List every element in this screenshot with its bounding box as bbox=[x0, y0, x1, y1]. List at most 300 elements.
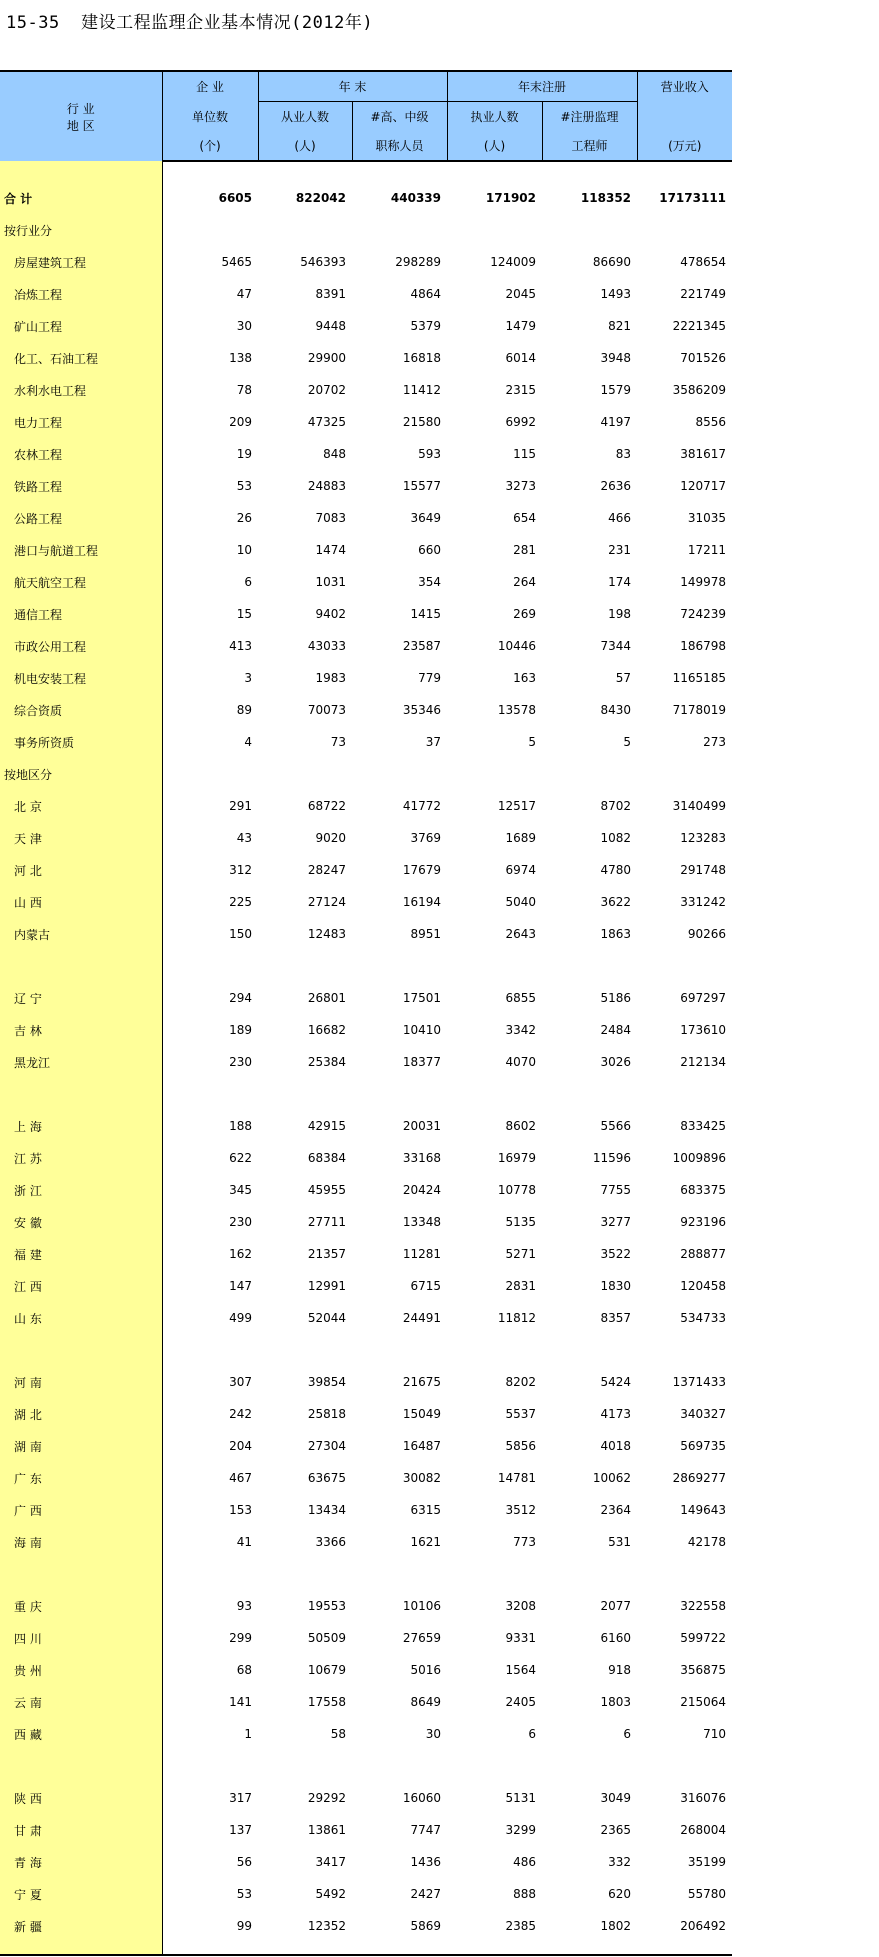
value-cell: 6 bbox=[623, 1727, 632, 1741]
header-senior-staff-l1: #高、中级 bbox=[352, 102, 447, 132]
row-label: 新 疆 bbox=[0, 1910, 162, 1942]
value-cell: 291 bbox=[229, 799, 252, 813]
row-label: 四 川 bbox=[0, 1622, 162, 1654]
table-row bbox=[0, 1878, 732, 1910]
value-cell: 569735 bbox=[680, 1439, 727, 1453]
value-cell: 19553 bbox=[307, 1599, 346, 1613]
value-cell bbox=[162, 1750, 258, 1782]
value-cell: 10778 bbox=[497, 1183, 537, 1197]
row-label: 山 东 bbox=[0, 1302, 162, 1334]
value-cell bbox=[637, 1750, 732, 1782]
value-cell: 3512 bbox=[505, 1503, 537, 1517]
table-row bbox=[0, 1238, 732, 1270]
value-cell: 10446 bbox=[497, 639, 537, 653]
value-cell: 149978 bbox=[680, 575, 727, 589]
value-cell: 8430 bbox=[600, 703, 632, 717]
value-cell: 41772 bbox=[402, 799, 442, 813]
value-cell: 221749 bbox=[680, 287, 727, 301]
row-label: 内蒙古 bbox=[0, 918, 162, 950]
value-cell: 25818 bbox=[307, 1407, 346, 1421]
table-row bbox=[0, 1366, 732, 1398]
value-cell bbox=[258, 1334, 352, 1366]
table-row bbox=[0, 246, 732, 278]
header-employees-l1: 从业人数 bbox=[258, 102, 352, 132]
value-cell: 7178019 bbox=[672, 703, 727, 717]
value-cell: 16194 bbox=[402, 895, 442, 909]
value-cell: 340327 bbox=[680, 1407, 727, 1421]
value-cell: 43 bbox=[236, 831, 252, 845]
value-cell: 12517 bbox=[497, 799, 537, 813]
table-body bbox=[0, 161, 732, 1955]
value-cell: 2221345 bbox=[672, 319, 727, 333]
value-cell bbox=[352, 1078, 447, 1110]
value-cell: 29900 bbox=[307, 351, 346, 365]
header-revenue-unit: (万元) bbox=[637, 131, 732, 161]
value-cell: 299 bbox=[229, 1631, 252, 1645]
value-cell: 8202 bbox=[505, 1375, 537, 1389]
value-cell: 546393 bbox=[300, 255, 346, 269]
table-row bbox=[0, 1398, 732, 1430]
value-cell: 16060 bbox=[402, 1791, 442, 1805]
value-cell: 1031 bbox=[315, 575, 346, 589]
value-cell: 345 bbox=[229, 1183, 252, 1197]
value-cell: 710 bbox=[703, 1727, 727, 1741]
value-cell: 281 bbox=[513, 543, 537, 557]
value-cell: 833425 bbox=[680, 1119, 727, 1133]
value-cell bbox=[352, 1750, 447, 1782]
value-cell: 10410 bbox=[402, 1023, 442, 1037]
value-cell: 9331 bbox=[505, 1631, 537, 1645]
table-row bbox=[0, 1622, 732, 1654]
value-cell: 2045 bbox=[505, 287, 537, 301]
value-cell: 212134 bbox=[680, 1055, 727, 1069]
row-label: 房屋建筑工程 bbox=[0, 246, 162, 278]
value-cell: 2364 bbox=[600, 1503, 632, 1517]
value-cell: 30 bbox=[425, 1727, 442, 1741]
value-cell: 3299 bbox=[505, 1823, 537, 1837]
empty-cell bbox=[542, 161, 637, 182]
value-cell: 206492 bbox=[680, 1919, 727, 1933]
value-cell: 620 bbox=[608, 1887, 632, 1901]
value-cell: 16682 bbox=[307, 1023, 346, 1037]
value-cell: 4173 bbox=[600, 1407, 632, 1421]
empty-cell bbox=[258, 1942, 352, 1955]
value-cell: 1436 bbox=[410, 1855, 442, 1869]
table-row bbox=[0, 1782, 732, 1814]
row-label: 通信工程 bbox=[0, 598, 162, 630]
row-label: 航天航空工程 bbox=[0, 566, 162, 598]
blank-row bbox=[0, 1334, 732, 1366]
table-row bbox=[0, 1174, 732, 1206]
table-row bbox=[0, 406, 732, 438]
table-row bbox=[0, 1910, 732, 1942]
value-cell: 20702 bbox=[307, 383, 346, 397]
value-cell: 30082 bbox=[402, 1471, 442, 1485]
table-row bbox=[0, 1302, 732, 1334]
value-cell: 11412 bbox=[402, 383, 442, 397]
value-cell: 1082 bbox=[600, 831, 632, 845]
value-cell bbox=[542, 1078, 637, 1110]
value-cell: 918 bbox=[608, 1663, 632, 1677]
value-cell: 3586209 bbox=[672, 383, 727, 397]
value-cell: 288877 bbox=[680, 1247, 727, 1261]
header-revenue-blank bbox=[637, 102, 732, 132]
row-label: 广 东 bbox=[0, 1462, 162, 1494]
value-cell: 8391 bbox=[315, 287, 346, 301]
value-cell: 215064 bbox=[680, 1695, 727, 1709]
empty-cell bbox=[352, 161, 447, 182]
row-label: 广 西 bbox=[0, 1494, 162, 1526]
value-cell: 150 bbox=[229, 927, 252, 941]
row-label: 福 建 bbox=[0, 1238, 162, 1270]
row-label: 合 计 bbox=[0, 182, 162, 214]
value-cell: 26801 bbox=[307, 991, 346, 1005]
stub-cell bbox=[0, 161, 162, 182]
value-cell: 1830 bbox=[600, 1279, 632, 1293]
row-label: 化工、石油工程 bbox=[0, 342, 162, 374]
row-label: 安 徽 bbox=[0, 1206, 162, 1238]
value-cell: 18377 bbox=[402, 1055, 442, 1069]
row-label: 公路工程 bbox=[0, 502, 162, 534]
value-cell: 7747 bbox=[410, 1823, 442, 1837]
table-title: 15-35 建设工程监理企业基本情况(2012年) bbox=[6, 13, 374, 33]
value-cell: 41 bbox=[236, 1535, 252, 1549]
value-cell bbox=[542, 1750, 637, 1782]
value-cell: 3026 bbox=[600, 1055, 632, 1069]
empty-cell bbox=[352, 1942, 447, 1955]
stub-cell bbox=[0, 1942, 162, 1955]
value-cell: 9020 bbox=[315, 831, 346, 845]
value-cell: 6974 bbox=[505, 863, 537, 877]
value-cell: 10679 bbox=[307, 1663, 346, 1677]
value-cell: 466 bbox=[608, 511, 632, 525]
value-cell: 1415 bbox=[410, 607, 442, 621]
value-cell: 31035 bbox=[687, 511, 727, 525]
empty-cell bbox=[447, 1942, 542, 1955]
value-cell: 26 bbox=[236, 511, 252, 525]
value-cell: 3948 bbox=[600, 351, 632, 365]
stub-header-region: 地 区 bbox=[66, 118, 95, 133]
value-cell: 354 bbox=[418, 575, 442, 589]
row-label: 山 西 bbox=[0, 886, 162, 918]
value-cell: 1579 bbox=[600, 383, 632, 397]
value-cell: 1863 bbox=[600, 927, 632, 941]
value-cell bbox=[447, 1334, 542, 1366]
row-label: 电力工程 bbox=[0, 406, 162, 438]
value-cell: 268004 bbox=[680, 1823, 727, 1837]
table-row bbox=[0, 1046, 732, 1078]
value-cell: 2405 bbox=[505, 1695, 537, 1709]
value-cell: 8357 bbox=[600, 1311, 632, 1325]
table-row bbox=[0, 1590, 732, 1622]
value-cell: 6715 bbox=[410, 1279, 442, 1293]
value-cell: 5016 bbox=[410, 1663, 442, 1677]
value-cell bbox=[258, 950, 352, 982]
value-cell: 3522 bbox=[600, 1247, 632, 1261]
table-row bbox=[0, 662, 732, 694]
value-cell: 188 bbox=[229, 1119, 252, 1133]
header-revenue-l1: 营业收入 bbox=[637, 71, 732, 102]
table-row bbox=[0, 918, 732, 950]
row-label: 陕 西 bbox=[0, 1782, 162, 1814]
value-cell: 499 bbox=[229, 1311, 252, 1325]
value-cell: 15577 bbox=[402, 479, 442, 493]
value-cell: 1564 bbox=[505, 1663, 537, 1677]
empty-cell bbox=[162, 1942, 258, 1955]
empty-cell bbox=[542, 1942, 637, 1955]
value-cell: 4018 bbox=[600, 1439, 632, 1453]
row-label: 海 南 bbox=[0, 1526, 162, 1558]
value-cell bbox=[352, 1334, 447, 1366]
value-cell: 5379 bbox=[410, 319, 442, 333]
table-row bbox=[0, 1846, 732, 1878]
value-cell: 307 bbox=[229, 1375, 252, 1389]
value-cell: 27124 bbox=[307, 895, 346, 909]
value-cell: 189 bbox=[229, 1023, 252, 1037]
row-label: 河 南 bbox=[0, 1366, 162, 1398]
value-cell: 821 bbox=[608, 319, 632, 333]
value-cell: 298289 bbox=[395, 255, 442, 269]
value-cell: 6855 bbox=[505, 991, 537, 1005]
value-cell: 4780 bbox=[600, 863, 632, 877]
blank-row bbox=[0, 1558, 732, 1590]
value-cell: 162 bbox=[229, 1247, 252, 1261]
table-row bbox=[0, 1014, 732, 1046]
value-cell bbox=[352, 758, 447, 790]
table-row bbox=[0, 1494, 732, 1526]
statistics-table-container bbox=[0, 70, 732, 1956]
table-row bbox=[0, 566, 732, 598]
value-cell: 3049 bbox=[600, 1791, 632, 1805]
value-cell: 9448 bbox=[315, 319, 346, 333]
spacer-row bbox=[0, 1942, 732, 1955]
value-cell bbox=[162, 758, 258, 790]
table-row bbox=[0, 1462, 732, 1494]
value-cell: 888 bbox=[513, 1887, 537, 1901]
value-cell: 2484 bbox=[600, 1023, 632, 1037]
value-cell bbox=[637, 214, 732, 246]
header-supervisors-l1: #注册监理 bbox=[542, 102, 637, 132]
value-cell: 4864 bbox=[410, 287, 442, 301]
value-cell: 6605 bbox=[218, 191, 252, 205]
value-cell: 5 bbox=[623, 735, 632, 749]
header-enterprise-l2: 单位数 bbox=[162, 102, 258, 132]
value-cell: 16818 bbox=[402, 351, 442, 365]
value-cell: 3366 bbox=[315, 1535, 346, 1549]
value-cell: 15049 bbox=[402, 1407, 442, 1421]
table-row bbox=[0, 854, 732, 886]
value-cell: 68722 bbox=[307, 799, 346, 813]
value-cell: 3649 bbox=[410, 511, 442, 525]
table-row bbox=[0, 502, 732, 534]
value-cell bbox=[447, 758, 542, 790]
header-senior-staff-l2: 职称人员 bbox=[352, 131, 447, 161]
value-cell: 5537 bbox=[505, 1407, 537, 1421]
value-cell: 58 bbox=[330, 1727, 346, 1741]
value-cell: 53 bbox=[236, 479, 252, 493]
value-cell: 55780 bbox=[687, 1887, 727, 1901]
table-row bbox=[0, 1142, 732, 1174]
table-row bbox=[0, 694, 732, 726]
table-row bbox=[0, 886, 732, 918]
table-row bbox=[0, 630, 732, 662]
table-row bbox=[0, 1526, 732, 1558]
value-cell: 83 bbox=[615, 447, 632, 461]
value-cell: 1983 bbox=[315, 671, 346, 685]
value-cell: 21580 bbox=[402, 415, 442, 429]
value-cell: 622 bbox=[229, 1151, 252, 1165]
value-cell: 78 bbox=[236, 383, 252, 397]
value-cell: 331242 bbox=[680, 895, 727, 909]
value-cell: 697297 bbox=[680, 991, 727, 1005]
value-cell bbox=[258, 1078, 352, 1110]
value-cell: 70073 bbox=[307, 703, 346, 717]
table-header bbox=[0, 71, 732, 161]
value-cell: 6160 bbox=[600, 1631, 632, 1645]
value-cell: 17501 bbox=[402, 991, 442, 1005]
row-label: 宁 夏 bbox=[0, 1878, 162, 1910]
table-row bbox=[0, 470, 732, 502]
value-cell: 63675 bbox=[307, 1471, 346, 1485]
value-cell: 57 bbox=[615, 671, 632, 685]
value-cell: 13861 bbox=[307, 1823, 346, 1837]
value-cell: 5186 bbox=[600, 991, 632, 1005]
value-cell: 231 bbox=[608, 543, 632, 557]
table-row bbox=[0, 982, 732, 1014]
value-cell: 198 bbox=[608, 607, 632, 621]
value-cell: 779 bbox=[418, 671, 442, 685]
table-row bbox=[0, 1686, 732, 1718]
value-cell: 773 bbox=[513, 1535, 537, 1549]
value-cell: 724239 bbox=[680, 607, 727, 621]
value-cell: 1803 bbox=[600, 1695, 632, 1709]
value-cell: 3277 bbox=[600, 1215, 632, 1229]
value-cell: 1474 bbox=[315, 543, 346, 557]
row-label: 辽 宁 bbox=[0, 982, 162, 1014]
value-cell: 5566 bbox=[600, 1119, 632, 1133]
value-cell: 2831 bbox=[505, 1279, 537, 1293]
value-cell bbox=[162, 1078, 258, 1110]
row-label: 湖 北 bbox=[0, 1398, 162, 1430]
value-cell: 120717 bbox=[680, 479, 727, 493]
header-group-year-end: 年 末 bbox=[258, 71, 447, 102]
row-label: 吉 林 bbox=[0, 1014, 162, 1046]
value-cell: 4 bbox=[244, 735, 252, 749]
value-cell: 660 bbox=[418, 543, 442, 557]
value-cell bbox=[637, 950, 732, 982]
value-cell: 47 bbox=[236, 287, 252, 301]
value-cell: 137 bbox=[229, 1823, 252, 1837]
value-cell: 5 bbox=[528, 735, 537, 749]
value-cell: 153 bbox=[229, 1503, 252, 1517]
value-cell: 3342 bbox=[505, 1023, 537, 1037]
value-cell: 1371433 bbox=[672, 1375, 727, 1389]
table-row bbox=[0, 1814, 732, 1846]
value-cell: 147 bbox=[229, 1279, 252, 1293]
empty-cell bbox=[162, 161, 258, 182]
row-label: 浙 江 bbox=[0, 1174, 162, 1206]
value-cell: 10 bbox=[236, 543, 252, 557]
value-cell: 230 bbox=[229, 1215, 252, 1229]
value-cell: 17173111 bbox=[659, 191, 727, 205]
value-cell: 124009 bbox=[490, 255, 537, 269]
row-label: 云 南 bbox=[0, 1686, 162, 1718]
value-cell: 467 bbox=[229, 1471, 252, 1485]
value-cell: 12483 bbox=[307, 927, 346, 941]
value-cell: 5492 bbox=[315, 1887, 346, 1901]
statistics-table bbox=[0, 70, 732, 1956]
table-row bbox=[0, 726, 732, 758]
value-cell: 50509 bbox=[307, 1631, 346, 1645]
value-cell: 2315 bbox=[505, 383, 537, 397]
section-row bbox=[0, 214, 732, 246]
value-cell: 264 bbox=[513, 575, 537, 589]
value-cell: 123283 bbox=[680, 831, 727, 845]
value-cell: 52044 bbox=[307, 1311, 346, 1325]
value-cell: 86690 bbox=[592, 255, 632, 269]
empty-cell bbox=[637, 1942, 732, 1955]
table-row bbox=[0, 1206, 732, 1238]
table-row bbox=[0, 342, 732, 374]
row-label: 天 津 bbox=[0, 822, 162, 854]
value-cell: 174 bbox=[608, 575, 632, 589]
value-cell: 27659 bbox=[402, 1631, 442, 1645]
value-cell: 209 bbox=[229, 415, 252, 429]
value-cell: 291748 bbox=[680, 863, 727, 877]
value-cell: 381617 bbox=[680, 447, 727, 461]
value-cell: 93 bbox=[236, 1599, 252, 1613]
value-cell bbox=[258, 1750, 352, 1782]
value-cell: 848 bbox=[323, 447, 346, 461]
value-cell: 1689 bbox=[505, 831, 537, 845]
value-cell: 4070 bbox=[505, 1055, 537, 1069]
value-cell: 822042 bbox=[295, 191, 346, 205]
value-cell: 37 bbox=[425, 735, 442, 749]
value-cell: 17679 bbox=[402, 863, 442, 877]
value-cell: 3273 bbox=[505, 479, 537, 493]
value-cell: 923196 bbox=[680, 1215, 727, 1229]
table-row bbox=[0, 1430, 732, 1462]
value-cell bbox=[542, 950, 637, 982]
row-label: 综合资质 bbox=[0, 694, 162, 726]
value-cell: 1009896 bbox=[672, 1151, 727, 1165]
value-cell: 19 bbox=[236, 447, 252, 461]
table-row bbox=[0, 598, 732, 630]
value-cell: 25384 bbox=[307, 1055, 346, 1069]
blank-row bbox=[0, 950, 732, 982]
value-cell: 2636 bbox=[600, 479, 632, 493]
row-label: 按行业分 bbox=[0, 214, 162, 246]
value-cell bbox=[162, 1558, 258, 1590]
value-cell bbox=[447, 950, 542, 982]
row-label bbox=[0, 1558, 162, 1590]
empty-cell bbox=[258, 161, 352, 182]
value-cell: 90266 bbox=[687, 927, 727, 941]
stub-header-industry: 行 业 bbox=[66, 101, 95, 116]
value-cell: 486 bbox=[513, 1855, 537, 1869]
value-cell: 5040 bbox=[505, 895, 537, 909]
value-cell bbox=[447, 1558, 542, 1590]
spacer-row bbox=[0, 161, 732, 182]
value-cell: 12352 bbox=[307, 1919, 346, 1933]
value-cell bbox=[637, 1078, 732, 1110]
value-cell: 115 bbox=[513, 447, 537, 461]
value-cell: 3 bbox=[244, 671, 252, 685]
table-row bbox=[0, 534, 732, 566]
value-cell: 3208 bbox=[505, 1599, 537, 1613]
table-row bbox=[0, 1270, 732, 1302]
value-cell: 2077 bbox=[600, 1599, 632, 1613]
